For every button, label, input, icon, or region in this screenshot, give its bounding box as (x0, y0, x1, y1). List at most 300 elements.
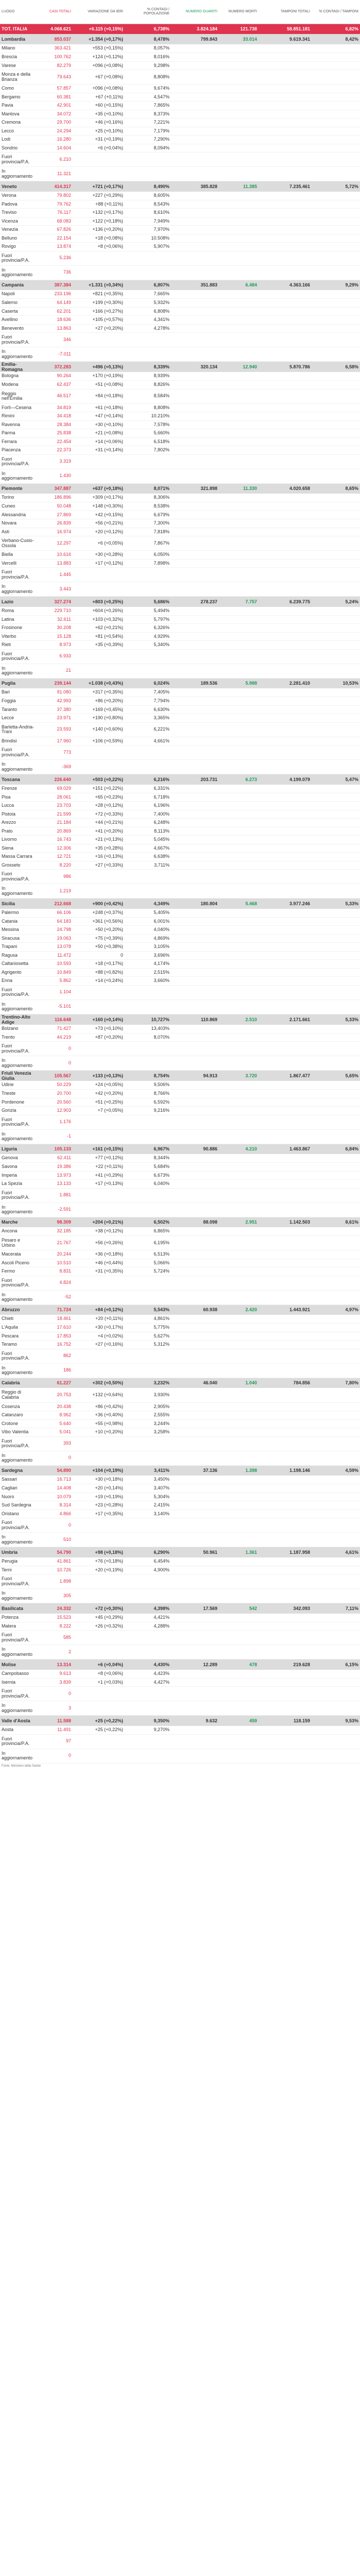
daily-change-cell: +25 (+0,22%) (73, 1716, 125, 1726)
tests-cell (259, 200, 312, 209)
recovered-cell (171, 1476, 219, 1484)
place-cell: Caltanissetta (0, 960, 36, 969)
tests-cell (259, 454, 312, 469)
province-row (0, 1518, 360, 1533)
daily-change-cell (73, 582, 125, 597)
daily-change-cell (73, 1188, 125, 1202)
header-numero-morti[interactable]: NUMERO MORTI (219, 0, 259, 24)
deaths-cell (219, 1501, 259, 1510)
total-cases-cell: 5.640 (36, 1419, 73, 1428)
place-cell: Pistoia (0, 810, 36, 819)
cases-population-cell: 4,421% (125, 1614, 171, 1622)
cases-population-cell (125, 265, 171, 280)
deaths-cell: 1.040 (219, 1378, 259, 1388)
place-cell: Mantova (0, 110, 36, 118)
cases-tests-cell (312, 1267, 360, 1276)
total-cases-cell: 0 (36, 1451, 73, 1465)
cases-tests-cell (312, 437, 360, 446)
daily-change-cell: +42 (+0,20%) (73, 1090, 125, 1098)
tests-cell (259, 528, 312, 536)
place-cell: Chieti (0, 1315, 36, 1324)
cases-population-cell: 5,405% (125, 909, 171, 918)
cases-population-cell: 8,306% (125, 494, 171, 502)
tests-cell (259, 760, 312, 774)
daily-change-cell: +166 (+0,27%) (73, 307, 125, 316)
recovered-cell (171, 1163, 219, 1172)
tests-cell (259, 714, 312, 723)
cases-tests-cell (312, 403, 360, 412)
province-row (0, 1315, 360, 1324)
daily-change-cell: +30 (+0,28%) (73, 551, 125, 560)
province-row (0, 664, 360, 678)
recovered-cell (171, 152, 219, 167)
place-cell: Reggio nell'Emilia (0, 389, 36, 403)
region-row (0, 181, 360, 192)
daily-change-cell: +81 (+0,54%) (73, 632, 125, 641)
place-cell: In aggiornamento (0, 1749, 36, 1763)
cases-tests-cell (312, 977, 360, 986)
region-row (0, 1144, 360, 1154)
total-cases-cell: 16.743 (36, 836, 73, 844)
province-row (0, 1033, 360, 1042)
cases-tests-cell (312, 632, 360, 641)
daily-change-cell (73, 999, 125, 1014)
province-row (0, 381, 360, 389)
cases-population-cell: 7,898% (125, 559, 171, 568)
tests-cell (259, 1163, 312, 1172)
cases-tests-cell (312, 144, 360, 152)
cases-tests-cell (312, 93, 360, 101)
cases-population-cell: 2,515% (125, 968, 171, 977)
cases-population-cell: 7,818% (125, 528, 171, 536)
province-row (0, 810, 360, 819)
cases-population-cell: 7,578% (125, 420, 171, 429)
recovered-cell (171, 745, 219, 760)
tests-cell: 2.171.661 (259, 1014, 312, 1025)
cases-population-cell: 5,066% (125, 1259, 171, 1267)
recovered-cell: 90.886 (171, 1144, 219, 1154)
place-cell: Bari (0, 688, 36, 697)
daily-change-cell: +803 (+0,25%) (73, 597, 125, 607)
total-cases-cell: 79.762 (36, 200, 73, 209)
cases-tests-cell: 5,47% (312, 774, 360, 785)
total-cases-cell: 20.560 (36, 1098, 73, 1107)
cases-population-cell: 3,660% (125, 977, 171, 986)
total-cases-cell: 19.386 (36, 1163, 73, 1172)
recovered-cell (171, 632, 219, 641)
total-cases-cell: 1.219 (36, 884, 73, 899)
cases-tests-cell (312, 167, 360, 181)
cases-population-cell: 6,290% (125, 1547, 171, 1557)
total-cases-cell: 1.104 (36, 985, 73, 999)
tests-cell (259, 469, 312, 483)
province-row (0, 1428, 360, 1437)
place-cell: Fermo (0, 1267, 36, 1276)
deaths-cell (219, 1081, 259, 1090)
place-cell: Roma (0, 607, 36, 616)
province-row (0, 389, 360, 403)
daily-change-cell: +88 (+0,11%) (73, 200, 125, 209)
tests-cell (259, 1533, 312, 1547)
daily-change-cell (73, 1631, 125, 1645)
region-row (0, 1304, 360, 1315)
header-variazione[interactable]: VARIAZIONE DA IERI (73, 0, 125, 24)
deaths-cell (219, 101, 259, 110)
place-cell: L'Aquila (0, 1324, 36, 1332)
daily-change-cell (73, 1701, 125, 1716)
daily-change-cell (73, 1436, 125, 1451)
cases-population-cell: 7,405% (125, 688, 171, 697)
tests-cell (259, 1428, 312, 1437)
recovered-cell (171, 917, 219, 926)
place-cell: In aggiornamento (0, 1202, 36, 1217)
header-casi-totali[interactable]: CASI TOTALI (36, 0, 73, 24)
recovered-cell (171, 1171, 219, 1180)
province-row (0, 144, 360, 152)
cases-tests-cell (312, 1701, 360, 1716)
recovered-cell (171, 819, 219, 827)
daily-change-cell: +41 (+0,29%) (73, 1171, 125, 1180)
deaths-cell (219, 1687, 259, 1701)
recovered-cell (171, 1180, 219, 1189)
total-cases-cell: 24.332 (36, 1603, 73, 1614)
daily-change-cell: +25 (+0,22%) (73, 1726, 125, 1735)
daily-change-cell: +26 (+0,32%) (73, 1622, 125, 1631)
daily-change-cell: +56 (+0,21%) (73, 519, 125, 528)
header-contagi-popolazione[interactable]: % CONTAGI / POPOLAZIONE (125, 0, 171, 24)
recovered-cell (171, 985, 219, 999)
total-cases-cell: 186 (36, 1363, 73, 1378)
total-cases-cell: 21.184 (36, 819, 73, 827)
place-cell: Fuori provincia/P.A. (0, 152, 36, 167)
province-row (0, 1090, 360, 1098)
cases-population-cell: 5,627% (125, 1332, 171, 1341)
cases-tests-cell (312, 1614, 360, 1622)
cases-tests-cell: 7,80% (312, 1378, 360, 1388)
place-cell: Como (0, 84, 36, 93)
place-cell: Bolzano (0, 1025, 36, 1033)
province-row (0, 1574, 360, 1589)
deaths-cell (219, 324, 259, 333)
tests-cell (259, 836, 312, 844)
cases-population-cell: 8,344% (125, 1154, 171, 1163)
tests-cell (259, 536, 312, 551)
total-cases-cell: 20.438 (36, 1402, 73, 1411)
header-contagi-tamponi[interactable]: % CONTAGI / TAMPONI (312, 0, 360, 24)
cases-tests-cell (312, 1419, 360, 1428)
place-cell: Novara (0, 519, 36, 528)
total-cases-cell: 1.881 (36, 1188, 73, 1202)
total-cases-cell: 8.831 (36, 1267, 73, 1276)
place-cell: Trapani (0, 943, 36, 952)
header-numero-guariti[interactable]: NUMERO GUARITI (171, 0, 219, 24)
header-tamponi-totali[interactable]: TAMPONI TOTALI (259, 0, 312, 24)
region-row (0, 678, 360, 688)
place-cell: Valle d'Aosta (0, 1716, 36, 1726)
cases-tests-cell (312, 870, 360, 884)
place-cell: Lecce (0, 714, 36, 723)
province-row (0, 469, 360, 483)
total-cases-cell: 1.445 (36, 568, 73, 582)
recovered-cell (171, 251, 219, 265)
place-cell: Prato (0, 827, 36, 836)
recovered-cell (171, 528, 219, 536)
tests-cell (259, 1267, 312, 1276)
province-row (0, 1734, 360, 1749)
province-row (0, 624, 360, 633)
deaths-cell (219, 1236, 259, 1250)
recovered-cell (171, 381, 219, 389)
total-cases-cell: 28.384 (36, 420, 73, 429)
header-luogo[interactable]: LUOGO (0, 0, 36, 24)
recovered-cell (171, 649, 219, 664)
recovered-cell (171, 446, 219, 455)
region-row (0, 280, 360, 290)
cases-population-cell: 8,373% (125, 110, 171, 118)
cases-population-cell (125, 1533, 171, 1547)
total-cases-cell: 46.517 (36, 389, 73, 403)
total-cases-cell: 24.798 (36, 926, 73, 935)
daily-change-cell: +23 (+0,28%) (73, 1501, 125, 1510)
deaths-cell (219, 1476, 259, 1484)
province-row (0, 324, 360, 333)
deaths-cell (219, 722, 259, 737)
deaths-cell (219, 209, 259, 217)
place-cell: Vercelli (0, 559, 36, 568)
recovered-cell: 12.289 (171, 1659, 219, 1670)
total-cases-cell: 10.079 (36, 1493, 73, 1501)
total-cases-cell: 21.599 (36, 810, 73, 819)
daily-change-cell: +18 (+0,17%) (73, 960, 125, 969)
total-cases-cell: 15.523 (36, 1614, 73, 1622)
cases-population-cell: 8,584% (125, 389, 171, 403)
tests-cell (259, 1670, 312, 1679)
deaths-cell (219, 381, 259, 389)
region-row (0, 1547, 360, 1557)
cases-tests-cell (312, 454, 360, 469)
cases-tests-cell (312, 1202, 360, 1217)
total-cases-cell: 79.802 (36, 192, 73, 200)
place-cell: Fuori provincia/P.A. (0, 454, 36, 469)
total-cases-cell: 34.819 (36, 403, 73, 412)
tests-cell (259, 93, 312, 101)
cases-tests-cell (312, 217, 360, 226)
deaths-cell (219, 135, 259, 144)
place-cell: Toscana (0, 774, 36, 785)
deaths-cell: 2.510 (219, 1014, 259, 1025)
cases-tests-cell (312, 745, 360, 760)
deaths-cell (219, 1341, 259, 1349)
province-row (0, 1726, 360, 1735)
total-cases-cell: 21.767 (36, 1236, 73, 1250)
deaths-cell (219, 827, 259, 836)
daily-change-cell: +317 (+0,35%) (73, 688, 125, 697)
cases-tests-cell (312, 960, 360, 969)
province-row (0, 943, 360, 952)
tests-cell (259, 785, 312, 793)
daily-change-cell: +14 (+0,24%) (73, 977, 125, 986)
province-row (0, 917, 360, 926)
daily-change-cell: +67 (+0,08%) (73, 70, 125, 84)
place-cell: In aggiornamento (0, 999, 36, 1014)
deaths-cell (219, 551, 259, 560)
cases-population-cell: 5,660% (125, 429, 171, 438)
cases-tests-cell (312, 290, 360, 299)
province-row (0, 934, 360, 943)
cases-tests-cell (312, 324, 360, 333)
province-row (0, 985, 360, 999)
recovered-cell: 799.843 (171, 34, 219, 44)
cases-population-cell (125, 1349, 171, 1363)
cases-population-cell (125, 152, 171, 167)
cases-tests-cell (312, 519, 360, 528)
total-cases-cell: 239.144 (36, 678, 73, 688)
daily-change-cell: +35 (+0,10%) (73, 110, 125, 118)
place-cell: Liguria (0, 1144, 36, 1154)
cases-tests-cell: 9,29% (312, 280, 360, 290)
tests-cell (259, 429, 312, 438)
deaths-cell: 5.468 (219, 899, 259, 909)
total-cases-cell: 6.933 (36, 649, 73, 664)
place-cell: Matera (0, 1622, 36, 1631)
cases-population-cell: 7,290% (125, 135, 171, 144)
cases-tests-cell (312, 1290, 360, 1304)
cases-tests-cell (312, 110, 360, 118)
place-cell: Parma (0, 429, 36, 438)
cases-tests-cell (312, 200, 360, 209)
recovered-cell (171, 389, 219, 403)
total-cases-cell: 82.279 (36, 61, 73, 70)
deaths-cell (219, 1574, 259, 1589)
deaths-cell: 33.014 (219, 34, 259, 44)
deaths-cell (219, 810, 259, 819)
deaths-cell (219, 70, 259, 84)
place-cell: Arezzo (0, 819, 36, 827)
deaths-cell (219, 1267, 259, 1276)
place-cell: Salerno (0, 299, 36, 308)
tests-cell (259, 1290, 312, 1304)
province-row (0, 494, 360, 502)
total-cases-cell: 773 (36, 745, 73, 760)
total-cases-cell: 5.862 (36, 977, 73, 986)
total-cases-cell: 54.790 (36, 1547, 73, 1557)
cases-tests-cell (312, 333, 360, 347)
total-cases-cell: 25.838 (36, 429, 73, 438)
province-row (0, 1025, 360, 1033)
deaths-cell (219, 737, 259, 745)
place-cell: Pesaro e Urbino (0, 1236, 36, 1250)
place-cell: Imperia (0, 1171, 36, 1180)
place-cell: Aosta (0, 1726, 36, 1735)
total-cases-cell: 4.824 (36, 1276, 73, 1290)
cases-tests-cell (312, 127, 360, 135)
cases-tests-cell (312, 469, 360, 483)
recovered-cell (171, 429, 219, 438)
deaths-cell (219, 1163, 259, 1172)
region-row (0, 1465, 360, 1476)
tests-cell (259, 632, 312, 641)
tests-cell (259, 420, 312, 429)
place-cell: Ferrara (0, 437, 36, 446)
daily-change-cell: +42 (+0,15%) (73, 511, 125, 519)
total-cases-cell: 986 (36, 870, 73, 884)
daily-change-cell: +161 (+0,15%) (73, 1144, 125, 1154)
total-cases-cell: 12.721 (36, 853, 73, 861)
tests-cell (259, 152, 312, 167)
cases-tests-cell (312, 251, 360, 265)
province-row (0, 844, 360, 853)
cases-tests-cell (312, 722, 360, 737)
recovered-cell (171, 1129, 219, 1144)
region-row (0, 899, 360, 909)
total-cases-cell: 11.321 (36, 167, 73, 181)
place-cell: Messina (0, 926, 36, 935)
total-cases-cell: 16.713 (36, 1476, 73, 1484)
cases-population-cell: 6,513% (125, 1250, 171, 1259)
cases-tests-cell (312, 209, 360, 217)
daily-change-cell: +25 (+0,10%) (73, 127, 125, 135)
cases-population-cell: 6,679% (125, 511, 171, 519)
daily-change-cell: +151 (+0,22%) (73, 785, 125, 793)
recovered-cell (171, 1451, 219, 1465)
total-cases-cell: 3.319 (36, 454, 73, 469)
cases-tests-cell (312, 1726, 360, 1735)
cases-tests-cell (312, 1163, 360, 1172)
tests-cell (259, 1107, 312, 1115)
cases-population-cell (125, 760, 171, 774)
daily-change-cell: +86 (+0,20%) (73, 697, 125, 706)
total-cases-cell: 98.309 (36, 1217, 73, 1227)
province-row (0, 722, 360, 737)
province-row (0, 1388, 360, 1402)
province-row (0, 785, 360, 793)
province-row (0, 714, 360, 723)
total-cases-cell: 346 (36, 333, 73, 347)
daily-change-cell: +31 (+0,35%) (73, 1267, 125, 1276)
cases-tests-cell (312, 536, 360, 551)
cases-population-cell: 8,339% (125, 362, 171, 372)
province-row (0, 1180, 360, 1189)
total-cases-cell: 64.183 (36, 917, 73, 926)
tests-cell (259, 1388, 312, 1402)
cases-population-cell: 3,407% (125, 1484, 171, 1493)
recovered-cell (171, 454, 219, 469)
total-cases-cell: 0 (36, 1518, 73, 1533)
tests-cell (259, 810, 312, 819)
table-body (0, 24, 360, 1763)
province-row (0, 1363, 360, 1378)
daily-change-cell (73, 1574, 125, 1589)
cases-population-cell (125, 454, 171, 469)
province-row (0, 737, 360, 745)
deaths-cell (219, 664, 259, 678)
daily-change-cell: +84 (+0,18%) (73, 389, 125, 403)
cases-population-cell: 8,754% (125, 1071, 171, 1081)
total-row (0, 24, 360, 34)
deaths-cell (219, 429, 259, 438)
daily-change-cell: +27 (+0,16%) (73, 1341, 125, 1349)
cases-population-cell (125, 1042, 171, 1056)
cases-tests-cell (312, 420, 360, 429)
cases-population-cell: 7,794% (125, 697, 171, 706)
total-cases-cell: 11.472 (36, 951, 73, 960)
recovered-cell (171, 827, 219, 836)
cases-population-cell (125, 1631, 171, 1645)
recovered-cell (171, 1566, 219, 1574)
tests-cell (259, 412, 312, 421)
province-row (0, 960, 360, 969)
daily-change-cell (73, 649, 125, 664)
